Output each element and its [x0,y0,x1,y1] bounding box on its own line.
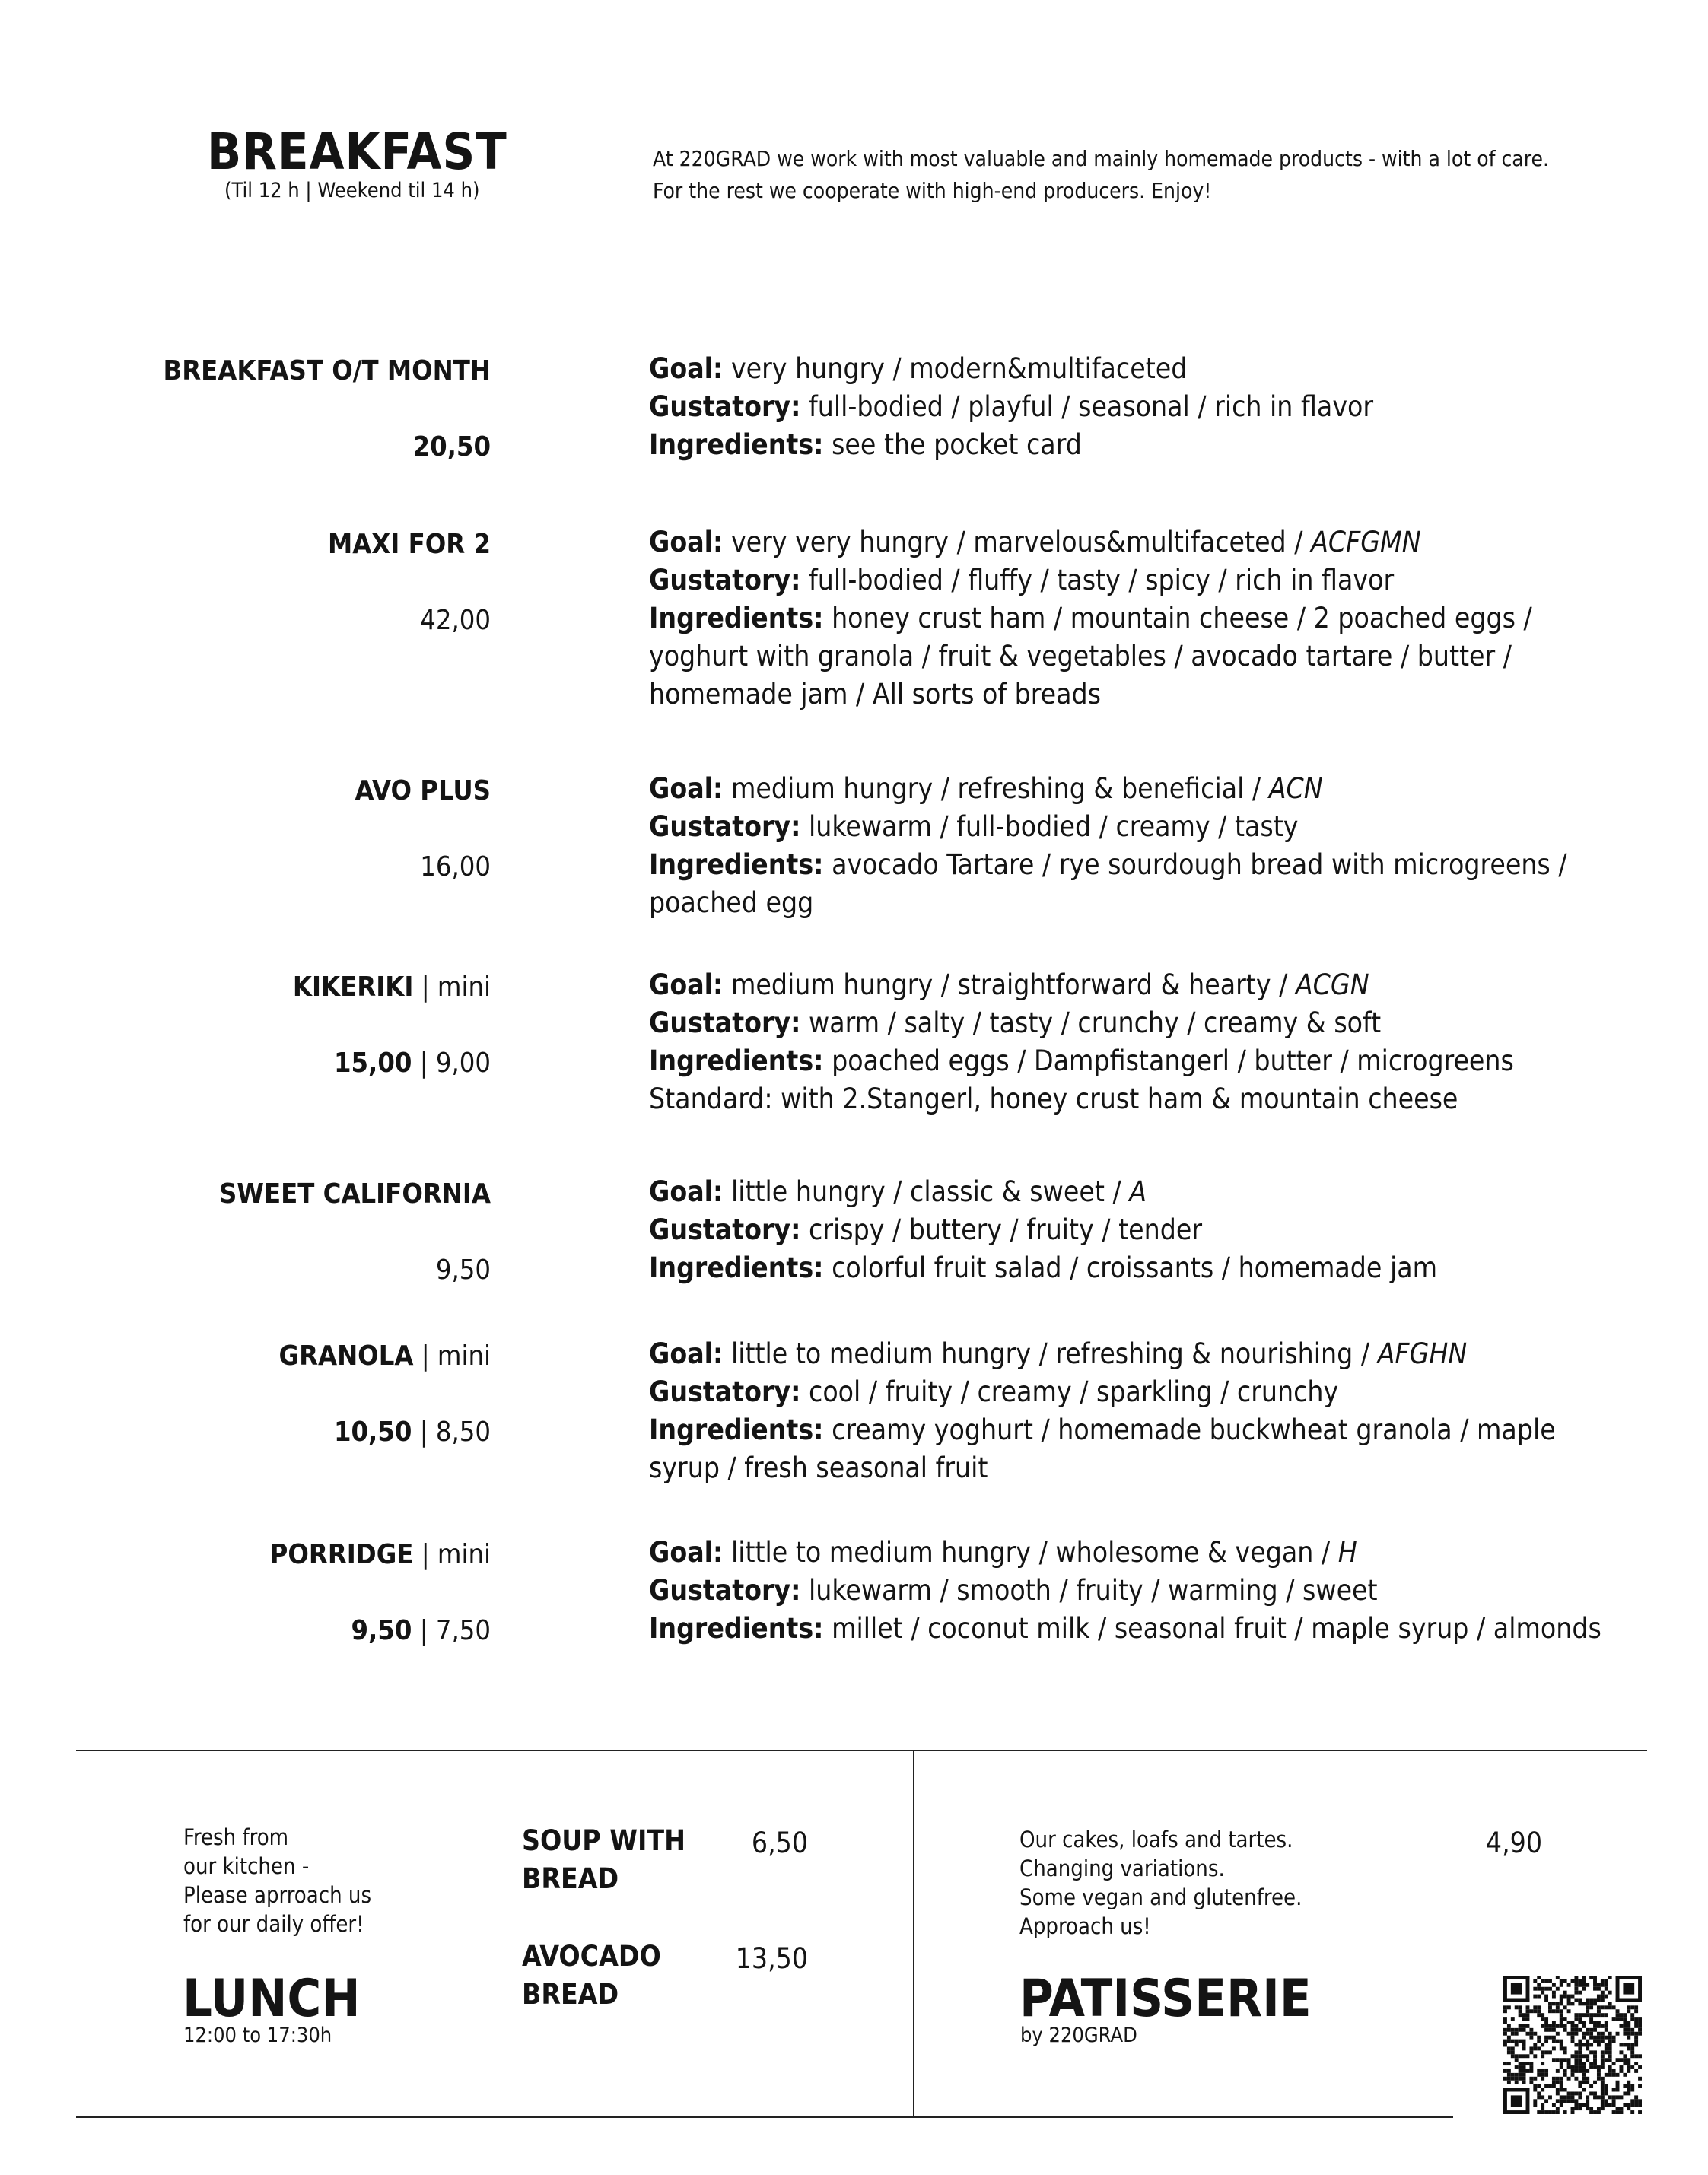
allergen-codes: AFGHN [1377,1337,1468,1370]
goal-line [649,523,1608,561]
menu-item-price [34,1617,491,1645]
patisserie-blurb-line: Approach us! [1019,1913,1151,1939]
goal-line [649,1534,1608,1572]
intro-text [653,143,1549,207]
patisserie-blurb-line: Some vegan and glutenfree. [1019,1884,1302,1910]
menu-item-price [34,851,491,882]
goal-text: little to medium hungry / refreshing & nourishing / [730,1337,1370,1370]
ingredients-label: Ingredients: [649,1612,824,1645]
ingredients-line [649,1411,1608,1487]
menu-item-description [649,523,1608,714]
gustatory-text: lukewarm / smooth / fruity / warming / sweet [809,1574,1378,1607]
ingredients-text: colorful fruit salad / croissants / homemade jam [832,1251,1438,1284]
allergen-codes: ACFGMN [1311,526,1421,558]
goal-label: Goal: [649,352,724,385]
dish-name-line: SOUP WITH [522,1824,685,1857]
lunch-blurb-line: Please aprroach us [183,1882,372,1908]
menu-item-price-value: 15,00 [333,1048,412,1079]
ingredients-text: creamy yoghurt / homemade buckwheat granola / maple syrup / fresh seasonal fruit [649,1413,1556,1484]
ingredients-text: avocado Tartare / rye sourdough bread with microgreens / poached egg [649,848,1567,919]
allergen-codes: ACGN [1295,968,1369,1001]
menu-item-price [34,431,491,463]
menu-item-price-value: 20,50 [412,431,491,463]
menu-item-title: PORRIDGE [269,1539,414,1570]
gustatory-line [649,388,1608,426]
menu-item-name [34,355,491,386]
ingredients-line [649,599,1608,714]
intro-line-1: At 220GRAD we work with most valuable and mainly homemade products - with a lot of care. [653,146,1549,171]
bottom-top-divider [76,1750,1647,1751]
bottom-vertical-divider [913,1750,914,2118]
menu-item-title: GRANOLA [278,1340,414,1372]
goal-text: medium hungry / straightforward & hearty / [730,968,1288,1001]
gustatory-text: full-bodied / playful / seasonal / rich in flavor [809,390,1374,423]
goal-text: little to medium hungry / wholesome & vegan / [730,1536,1331,1569]
goal-label: Goal: [649,526,724,558]
lunch-dish-soup-price: 6,50 [751,1827,808,1859]
ingredients-line [649,846,1608,922]
qr-code-icon[interactable] [1503,1976,1642,2114]
menu-item-price [34,1419,491,1446]
ingredients-label: Ingredients: [649,1251,824,1284]
goal-line [649,770,1608,808]
gustatory-label: Gustatory: [649,1213,801,1246]
menu-item-size-label: | mini [413,971,491,1003]
gustatory-label: Gustatory: [649,1006,801,1039]
goal-label: Goal: [649,1337,724,1370]
gustatory-label: Gustatory: [649,564,801,596]
gustatory-text: warm / salty / tasty / crunchy / creamy & soft [809,1006,1382,1039]
ingredients-text: poached eggs / Dampfistangerl / butter / microgreens [832,1045,1514,1077]
dish-name-line: BREAD [522,1978,619,2011]
allergen-codes: ACN [1268,772,1323,805]
menu-item-title: SWEET CALIFORNIA [218,1178,491,1210]
menu-item-mini-price: | 9,00 [412,1048,491,1079]
goal-text: very hungry / modern&multifaceted [730,352,1188,385]
allergen-codes: A [1129,1175,1147,1208]
goal-text: very very hungry / marvelous&multifaceted / [730,526,1303,558]
goal-line [649,966,1608,1004]
menu-item-price-value: 9,50 [435,1254,491,1286]
gustatory-line [649,1004,1608,1042]
menu-item-price [34,607,491,634]
goal-line [649,350,1608,388]
menu-item-price-value: 16,00 [420,851,491,882]
dish-name-line: BREAD [522,1862,619,1895]
patisserie-blurb-line: Changing variations. [1019,1855,1225,1881]
menu-item-description [649,1173,1608,1287]
menu-item-price [34,1050,491,1077]
menu-item-name [34,777,491,805]
menu-item-description [649,1534,1608,1648]
lunch-title: LUNCH [183,1969,361,2029]
menu-item-size-label: | mini [413,1539,491,1570]
lunch-dish-avocado-price: 13,50 [735,1942,808,1975]
menu-item-title: KIKERIKI [292,971,414,1003]
goal-line [649,1335,1608,1373]
gustatory-line [649,1211,1608,1249]
gustatory-text: lukewarm / full-bodied / creamy / tasty [809,810,1299,843]
gustatory-label: Gustatory: [649,390,801,423]
menu-item-description [649,966,1608,1118]
menu-item-price [34,1254,491,1286]
gustatory-line [649,808,1608,846]
patisserie-title: PATISSERIE [1019,1969,1312,2029]
menu-item-mini-price: | 8,50 [412,1417,491,1448]
goal-label: Goal: [649,772,724,805]
menu-item-name [34,971,491,1003]
lunch-dish-avocado [522,1938,661,2014]
extra-line: Standard: with 2.Stangerl, honey crust ham & mountain cheese [649,1083,1458,1115]
ingredients-text: see the pocket card [832,428,1082,461]
gustatory-line [649,1373,1608,1411]
ingredients-label: Ingredients: [649,602,824,634]
menu-item-price-value: 42,00 [420,605,491,636]
menu-item-mini-price: | 7,50 [412,1615,491,1646]
menu-item-price-value: 9,50 [351,1615,412,1646]
ingredients-text: millet / coconut milk / seasonal fruit / maple syrup / almonds [832,1612,1601,1645]
lunch-blurb [183,1823,371,1938]
menu-item-size-label: | mini [413,1340,491,1372]
ingredients-label: Ingredients: [649,848,824,881]
lunch-blurb-line: for our daily offer! [183,1911,364,1937]
menu-item-price-value: 10,50 [333,1417,412,1448]
patisserie-blurb [1019,1825,1302,1941]
menu-item-description [649,770,1608,922]
dish-name-line: AVOCADO [522,1940,661,1973]
gustatory-text: full-bodied / fluffy / tasty / spicy / rich in flavor [809,564,1395,596]
lunch-hours: 12:00 to 17:30h [183,2024,332,2047]
gustatory-label: Gustatory: [649,810,801,843]
intro-line-2: For the rest we cooperate with high-end producers. Enjoy! [653,178,1212,203]
gustatory-line [649,561,1608,599]
allergen-codes: H [1337,1536,1357,1569]
gustatory-label: Gustatory: [649,1375,801,1408]
menu-item-title: BREAKFAST O/T MONTH [163,355,491,386]
goal-label: Goal: [649,1536,724,1569]
goal-text: little hungry / classic & sweet / [730,1175,1121,1208]
ingredients-label: Ingredients: [649,1413,824,1446]
lunch-blurb-line: Fresh from [183,1824,289,1850]
ingredients-line [649,1249,1608,1287]
ingredients-line [649,426,1608,464]
ingredients-line [649,1610,1608,1648]
goal-label: Goal: [649,1175,724,1208]
menu-item-name [34,1178,491,1210]
menu-item-name [34,531,491,558]
gustatory-line [649,1572,1608,1610]
lunch-dish-soup [522,1822,685,1898]
menu-item-description [649,1335,1608,1487]
goal-line [649,1173,1608,1211]
goal-text: medium hungry / refreshing & beneficial / [730,772,1261,805]
gustatory-text: crispy / buttery / fruity / tender [809,1213,1203,1246]
patisserie-blurb-line: Our cakes, loafs and tartes. [1019,1827,1293,1852]
patisserie-price: 4,90 [1485,1827,1542,1859]
page-title: BREAKFAST [207,122,507,181]
goal-label: Goal: [649,968,724,1001]
gustatory-label: Gustatory: [649,1574,801,1607]
lunch-blurb-line: our kitchen - [183,1853,310,1879]
ingredients-text: honey crust ham / mountain cheese / 2 poached eggs / yoghurt with granola / fruit & vegetables / avocado tartare / butter / homemade jam / All sorts of breads [649,602,1532,711]
gustatory-text: cool / fruity / creamy / sparkling / crunchy [809,1375,1339,1408]
breakfast-hours: (Til 12 h | Weekend til 14 h) [224,179,480,202]
menu-item-title: AVO PLUS [355,775,491,806]
menu-item-name [34,1541,491,1569]
patisserie-sub: by 220GRAD [1020,2024,1137,2047]
ingredients-line [649,1042,1608,1080]
menu-item-title: MAXI FOR 2 [328,529,491,560]
ingredients-label: Ingredients: [649,428,824,461]
menu-item-description [649,350,1608,464]
ingredients-label: Ingredients: [649,1045,824,1077]
bottom-bottom-divider [76,2116,1453,2118]
menu-item-name [34,1340,491,1372]
